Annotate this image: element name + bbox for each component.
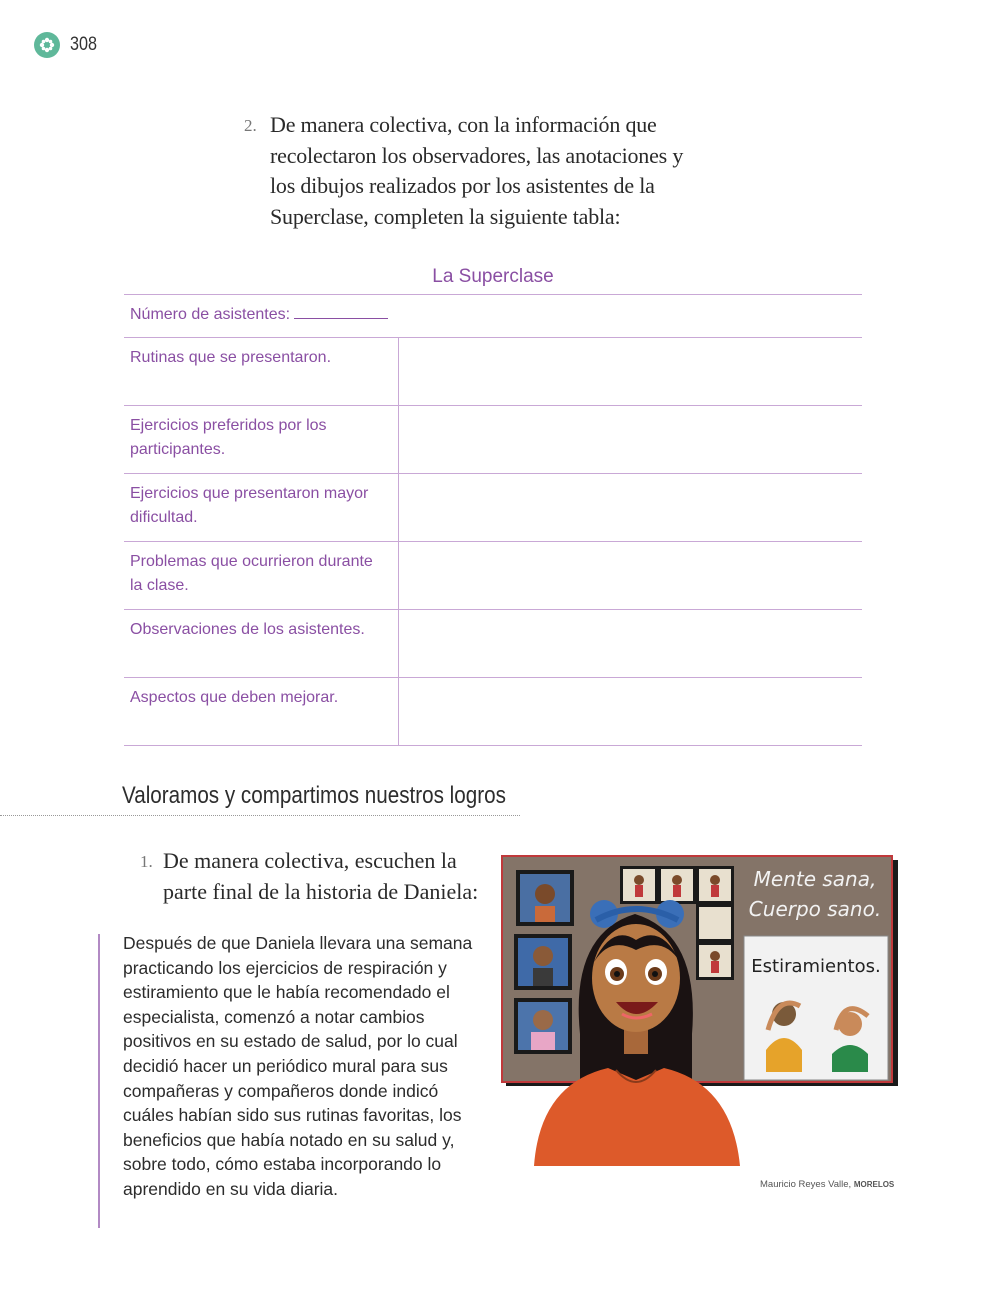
board-heading-line1: Mente sana, — [753, 867, 877, 891]
poster-label: Estiramientos. — [751, 956, 881, 977]
column-divider — [398, 406, 399, 473]
superclase-table — [124, 294, 862, 746]
column-divider — [398, 678, 399, 745]
row-label: Ejercicios preferidos por los participantes. — [130, 417, 327, 458]
question-1 — [140, 846, 480, 907]
table-row — [124, 541, 862, 609]
question-2-number: 2. — [244, 116, 257, 135]
question-1-number: 1. — [140, 852, 153, 871]
attendees-cell — [130, 303, 530, 327]
column-divider — [398, 610, 399, 677]
row-label: Aspectos que deben mejorar. — [130, 689, 339, 706]
column-divider — [398, 474, 399, 541]
row-label: Rutinas que se presentaron. — [130, 349, 332, 366]
credit-name: Mauricio Reyes Valle, — [760, 1179, 852, 1190]
story-text: Después de que Daniela llevara una semana practicando los ejercicios de respiración y estiramiento que le había recomendado el especialista, comenzó a notar cambios positivos en su estado de salud, por lo cual decidió hacer un periódico mural para sus compañeras y compañeros donde indicó cuáles habían sido sus rutinas favoritas, los beneficios que había notado en su salud y, sobre todo, cómo estaba incorporando lo aprendido en su vida diaria. — [123, 933, 473, 1199]
table-row — [124, 473, 862, 541]
credit-state: MORELOS — [853, 1180, 895, 1189]
section-divider — [0, 815, 520, 816]
attendees-label: Número de asistentes: — [130, 306, 291, 323]
page-number-area — [34, 32, 102, 58]
table-row — [124, 609, 862, 677]
table-row — [124, 405, 862, 473]
question-1-text: De manera colectiva, escuchen la parte final de la historia de Daniela: — [163, 848, 479, 904]
table-title: La Superclase — [432, 266, 554, 287]
table-row — [124, 337, 862, 405]
table-row — [124, 677, 862, 746]
section-title: Valoramos y compartimos nuestros logros — [122, 782, 506, 809]
question-2 — [244, 110, 694, 232]
question-2-text: De manera colectiva, con la información que recolectaron los observadores, las anotaciones y los dibujos realizados por los asistentes de la Superclase, completen la siguiente tabla: — [270, 112, 684, 229]
column-divider — [398, 542, 399, 609]
column-divider — [398, 338, 399, 405]
illustration-credit — [760, 1179, 894, 1190]
row-label: Observaciones de los asistentes. — [130, 621, 365, 638]
attendees-blank[interactable] — [294, 304, 388, 319]
row-label: Ejercicios que presentaron mayor dificultad. — [130, 485, 369, 526]
daniela-illustration — [500, 854, 900, 1166]
story-accent-bar — [98, 934, 100, 1228]
flower-icon — [34, 32, 60, 58]
page-number: 308 — [70, 34, 97, 55]
board-heading-line2: Cuerpo sano. — [748, 897, 882, 921]
table-row-attendees — [124, 294, 862, 337]
row-label: Problemas que ocurrieron durante la clase. — [130, 553, 373, 594]
